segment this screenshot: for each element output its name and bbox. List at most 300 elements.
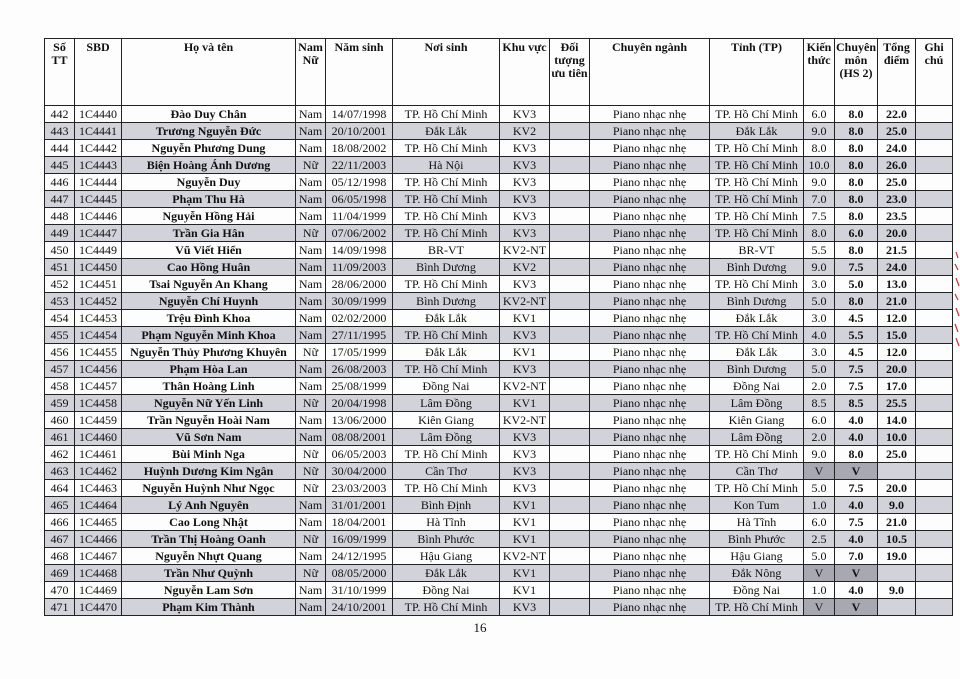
- cell-province: TP. Hồ Chí Minh: [710, 140, 804, 157]
- cell-specialty: 7.5: [835, 378, 878, 395]
- cell-name: Trần Gia Hân: [122, 225, 296, 242]
- cell-region: KV3: [500, 140, 550, 157]
- cell-name: Bùi Minh Nga: [122, 446, 296, 463]
- cell-gender: Nam: [296, 412, 326, 429]
- cell-birthplace: Bình Phước: [393, 531, 500, 548]
- cell-dob: 06/05/1998: [326, 191, 393, 208]
- cell-specialty: 8.0: [835, 293, 878, 310]
- table-row: [45, 242, 953, 259]
- cell-major: Piano nhạc nhẹ: [590, 293, 710, 310]
- cell-total: [878, 599, 916, 616]
- cell-major: Piano nhạc nhẹ: [590, 310, 710, 327]
- cell-sbd: 1C4447: [75, 225, 122, 242]
- table-row: [45, 497, 953, 514]
- cell-knowledge: 2.0: [804, 429, 835, 446]
- cell-stt: 451: [45, 259, 75, 276]
- cell-major: Piano nhạc nhẹ: [590, 412, 710, 429]
- cell-sbd: 1C4451: [75, 276, 122, 293]
- header-name: Họ và tên: [122, 39, 296, 106]
- cell-name: Trần Như Quỳnh: [122, 565, 296, 582]
- cell-major: Piano nhạc nhẹ: [590, 344, 710, 361]
- cell-dob: 24/12/1995: [326, 548, 393, 565]
- header-major: Chuyên ngành: [590, 39, 710, 106]
- cell-total: 12.0: [878, 344, 916, 361]
- cell-total: 10.0: [878, 429, 916, 446]
- cell-gender: Nữ: [296, 395, 326, 412]
- table-row: [45, 310, 953, 327]
- cell-gender: Nam: [296, 378, 326, 395]
- cell-sbd: 1C4456: [75, 361, 122, 378]
- cell-specialty: 4.0: [835, 497, 878, 514]
- cell-sbd: 1C4454: [75, 327, 122, 344]
- cell-knowledge: 1.0: [804, 497, 835, 514]
- cell-region: KV3: [500, 157, 550, 174]
- cell-dob: 16/09/1999: [326, 531, 393, 548]
- cell-stt: 443: [45, 123, 75, 140]
- table-row: [45, 225, 953, 242]
- cell-dob: 13/06/2000: [326, 412, 393, 429]
- cell-name: Nguyễn Lam Sơn: [122, 582, 296, 599]
- cell-region: KV3: [500, 191, 550, 208]
- cell-knowledge: 2.5: [804, 531, 835, 548]
- cell-knowledge: 5.0: [804, 293, 835, 310]
- cell-major: Piano nhạc nhẹ: [590, 276, 710, 293]
- cell-total: 21.0: [878, 293, 916, 310]
- cell-dob: 28/06/2000: [326, 276, 393, 293]
- cell-priority: [550, 344, 590, 361]
- cell-gender: Nam: [296, 106, 326, 123]
- cell-total: 15.0: [878, 327, 916, 344]
- page-number: 16: [473, 620, 487, 635]
- cell-sbd: 1C4463: [75, 480, 122, 497]
- cell-dob: 18/08/2002: [326, 140, 393, 157]
- cell-region: KV1: [500, 531, 550, 548]
- cell-gender: Nữ: [296, 480, 326, 497]
- cell-province: TP. Hồ Chí Minh: [710, 225, 804, 242]
- cell-province: Đồng Nai: [710, 378, 804, 395]
- cell-note: [916, 463, 953, 480]
- cell-knowledge: 9.0: [804, 259, 835, 276]
- cell-priority: [550, 497, 590, 514]
- cell-major: Piano nhạc nhẹ: [590, 599, 710, 616]
- cell-priority: [550, 531, 590, 548]
- cell-knowledge: 8.0: [804, 140, 835, 157]
- cell-knowledge: 3.0: [804, 310, 835, 327]
- cell-name: Nguyễn Hồng Hải: [122, 208, 296, 225]
- cell-stt: 462: [45, 446, 75, 463]
- cell-total: 20.0: [878, 480, 916, 497]
- cell-priority: [550, 429, 590, 446]
- cell-gender: Nam: [296, 208, 326, 225]
- cell-region: KV3: [500, 599, 550, 616]
- cell-knowledge: 10.0: [804, 157, 835, 174]
- cell-stt: 468: [45, 548, 75, 565]
- cell-dob: 31/01/2001: [326, 497, 393, 514]
- cell-region: KV3: [500, 276, 550, 293]
- cell-note: [916, 395, 953, 412]
- cell-region: KV1: [500, 395, 550, 412]
- table-header: [45, 39, 953, 106]
- cell-sbd: 1C4445: [75, 191, 122, 208]
- cell-region: KV3: [500, 174, 550, 191]
- cell-specialty: 8.0: [835, 242, 878, 259]
- cell-name: Phạm Hòa Lan: [122, 361, 296, 378]
- cell-knowledge: 5.0: [804, 480, 835, 497]
- cell-region: KV2: [500, 123, 550, 140]
- cell-knowledge: 8.5: [804, 395, 835, 412]
- cell-name: Nguyễn Chí Huynh: [122, 293, 296, 310]
- header-sbd: SBD: [75, 39, 122, 106]
- cell-province: Hà Tĩnh: [710, 514, 804, 531]
- cell-birthplace: Đắk Lắk: [393, 565, 500, 582]
- cell-gender: Nam: [296, 123, 326, 140]
- cell-name: Huỳnh Dương Kim Ngân: [122, 463, 296, 480]
- results-table: [44, 38, 953, 616]
- table-row: [45, 463, 953, 480]
- cell-gender: Nữ: [296, 531, 326, 548]
- cell-sbd: 1C4444: [75, 174, 122, 191]
- cell-priority: [550, 361, 590, 378]
- cell-gender: Nữ: [296, 565, 326, 582]
- cell-stt: 459: [45, 395, 75, 412]
- cell-name: Nguyễn Huỳnh Như Ngọc: [122, 480, 296, 497]
- cell-specialty: 4.5: [835, 310, 878, 327]
- cell-name: Phạm Thu Hà: [122, 191, 296, 208]
- cell-gender: Nam: [296, 174, 326, 191]
- cell-priority: [550, 191, 590, 208]
- cell-note: [916, 531, 953, 548]
- cell-name: Nguyễn Duy: [122, 174, 296, 191]
- cell-birthplace: Bình Dương: [393, 259, 500, 276]
- cell-major: Piano nhạc nhẹ: [590, 225, 710, 242]
- cell-birthplace: Lâm Đồng: [393, 395, 500, 412]
- cell-gender: Nam: [296, 310, 326, 327]
- cell-stt: 471: [45, 599, 75, 616]
- cell-specialty: 4.0: [835, 582, 878, 599]
- cell-province: Đắk Lắk: [710, 310, 804, 327]
- cell-birthplace: Hà Tĩnh: [393, 514, 500, 531]
- table-row: [45, 344, 953, 361]
- cell-sbd: 1C4441: [75, 123, 122, 140]
- cell-dob: 27/11/1995: [326, 327, 393, 344]
- cell-priority: [550, 174, 590, 191]
- cell-knowledge: V: [804, 565, 835, 582]
- cell-name: Phạm Nguyễn Minh Khoa: [122, 327, 296, 344]
- table-row: [45, 259, 953, 276]
- cell-stt: 464: [45, 480, 75, 497]
- cell-note: [916, 327, 953, 344]
- table-row: [45, 361, 953, 378]
- cell-dob: 20/10/2001: [326, 123, 393, 140]
- cell-region: KV3: [500, 361, 550, 378]
- cell-region: KV3: [500, 106, 550, 123]
- cell-knowledge: 5.0: [804, 548, 835, 565]
- cell-province: TP. Hồ Chí Minh: [710, 446, 804, 463]
- cell-province: Bình Dương: [710, 361, 804, 378]
- cell-birthplace: TP. Hồ Chí Minh: [393, 276, 500, 293]
- cell-total: 20.0: [878, 225, 916, 242]
- cell-name: Vũ Sơn Nam: [122, 429, 296, 446]
- stamp-edge-mark: [950, 250, 960, 350]
- cell-birthplace: Hậu Giang: [393, 548, 500, 565]
- cell-stt: 469: [45, 565, 75, 582]
- cell-dob: 24/10/2001: [326, 599, 393, 616]
- cell-total: 12.0: [878, 310, 916, 327]
- cell-province: TP. Hồ Chí Minh: [710, 276, 804, 293]
- cell-gender: Nam: [296, 514, 326, 531]
- cell-name: Trệu Đình Khoa: [122, 310, 296, 327]
- cell-note: [916, 344, 953, 361]
- cell-birthplace: TP. Hồ Chí Minh: [393, 174, 500, 191]
- cell-note: [916, 174, 953, 191]
- cell-total: 22.0: [878, 106, 916, 123]
- cell-knowledge: 5.0: [804, 361, 835, 378]
- cell-dob: 31/10/1999: [326, 582, 393, 599]
- table-row: [45, 412, 953, 429]
- cell-knowledge: 4.0: [804, 327, 835, 344]
- cell-sbd: 1C4449: [75, 242, 122, 259]
- cell-dob: 18/04/2001: [326, 514, 393, 531]
- cell-priority: [550, 276, 590, 293]
- cell-major: Piano nhạc nhẹ: [590, 259, 710, 276]
- cell-major: Piano nhạc nhẹ: [590, 378, 710, 395]
- cell-sbd: 1C4440: [75, 106, 122, 123]
- cell-specialty: 7.5: [835, 361, 878, 378]
- cell-knowledge: 1.0: [804, 582, 835, 599]
- cell-name: Nguyễn Nhựt Quang: [122, 548, 296, 565]
- cell-priority: [550, 106, 590, 123]
- cell-stt: 450: [45, 242, 75, 259]
- cell-priority: [550, 514, 590, 531]
- table-row: [45, 140, 953, 157]
- cell-birthplace: Đắk Lắk: [393, 123, 500, 140]
- cell-region: KV2-NT: [500, 242, 550, 259]
- cell-birthplace: TP. Hồ Chí Minh: [393, 327, 500, 344]
- cell-dob: 26/08/2003: [326, 361, 393, 378]
- cell-major: Piano nhạc nhẹ: [590, 123, 710, 140]
- cell-gender: Nam: [296, 582, 326, 599]
- cell-dob: 17/05/1999: [326, 344, 393, 361]
- cell-province: Cần Thơ: [710, 463, 804, 480]
- cell-province: Hậu Giang: [710, 548, 804, 565]
- cell-dob: 11/04/1999: [326, 208, 393, 225]
- cell-major: Piano nhạc nhẹ: [590, 429, 710, 446]
- table-row: [45, 208, 953, 225]
- cell-priority: [550, 208, 590, 225]
- cell-birthplace: Kiên Giang: [393, 412, 500, 429]
- cell-dob: 08/08/2001: [326, 429, 393, 446]
- cell-knowledge: 6.0: [804, 514, 835, 531]
- table-row: [45, 480, 953, 497]
- cell-gender: Nam: [296, 548, 326, 565]
- cell-birthplace: TP. Hồ Chí Minh: [393, 191, 500, 208]
- cell-stt: 445: [45, 157, 75, 174]
- cell-note: [916, 259, 953, 276]
- cell-province: TP. Hồ Chí Minh: [710, 599, 804, 616]
- cell-total: 9.0: [878, 582, 916, 599]
- table-row: [45, 429, 953, 446]
- table-row: [45, 157, 953, 174]
- cell-birthplace: Lâm Đồng: [393, 429, 500, 446]
- cell-stt: 444: [45, 140, 75, 157]
- cell-priority: [550, 582, 590, 599]
- cell-specialty: 8.0: [835, 140, 878, 157]
- header-note: Ghi chú: [916, 39, 953, 106]
- cell-sbd: 1C4450: [75, 259, 122, 276]
- cell-name: Nguyễn Thủy Phương Khuyên: [122, 344, 296, 361]
- cell-note: [916, 429, 953, 446]
- cell-birthplace: TP. Hồ Chí Minh: [393, 140, 500, 157]
- cell-region: KV2: [500, 259, 550, 276]
- cell-note: [916, 293, 953, 310]
- cell-note: [916, 497, 953, 514]
- cell-sbd: 1C4460: [75, 429, 122, 446]
- cell-specialty: 4.0: [835, 531, 878, 548]
- cell-sbd: 1C4466: [75, 531, 122, 548]
- table-row: [45, 548, 953, 565]
- cell-knowledge: 7.0: [804, 191, 835, 208]
- cell-birthplace: TP. Hồ Chí Minh: [393, 446, 500, 463]
- cell-region: KV3: [500, 446, 550, 463]
- cell-total: [878, 463, 916, 480]
- table-row: [45, 174, 953, 191]
- cell-province: TP. Hồ Chí Minh: [710, 208, 804, 225]
- cell-sbd: 1C4468: [75, 565, 122, 582]
- cell-gender: Nam: [296, 191, 326, 208]
- table-row: [45, 514, 953, 531]
- cell-dob: 22/11/2003: [326, 157, 393, 174]
- cell-total: 23.0: [878, 191, 916, 208]
- cell-total: 14.0: [878, 412, 916, 429]
- cell-dob: 14/09/1998: [326, 242, 393, 259]
- cell-note: [916, 123, 953, 140]
- cell-sbd: 1C4442: [75, 140, 122, 157]
- cell-note: [916, 276, 953, 293]
- cell-gender: Nam: [296, 429, 326, 446]
- cell-specialty: 4.5: [835, 344, 878, 361]
- table-row: [45, 565, 953, 582]
- cell-priority: [550, 565, 590, 582]
- cell-birthplace: TP. Hồ Chí Minh: [393, 599, 500, 616]
- cell-knowledge: 9.0: [804, 446, 835, 463]
- cell-priority: [550, 463, 590, 480]
- cell-knowledge: 7.5: [804, 208, 835, 225]
- cell-major: Piano nhạc nhẹ: [590, 140, 710, 157]
- cell-name: Tsai Nguyễn An Khang: [122, 276, 296, 293]
- cell-province: Đắk Lắk: [710, 123, 804, 140]
- cell-knowledge: 2.0: [804, 378, 835, 395]
- cell-dob: 20/04/1998: [326, 395, 393, 412]
- cell-sbd: 1C4470: [75, 599, 122, 616]
- header-dob: Năm sinh: [326, 39, 393, 106]
- cell-stt: 458: [45, 378, 75, 395]
- cell-dob: 30/04/2000: [326, 463, 393, 480]
- cell-stt: 461: [45, 429, 75, 446]
- cell-birthplace: Đồng Nai: [393, 378, 500, 395]
- cell-knowledge: 3.0: [804, 276, 835, 293]
- cell-knowledge: 9.0: [804, 174, 835, 191]
- cell-knowledge: 6.0: [804, 412, 835, 429]
- table-row: [45, 106, 953, 123]
- cell-total: [878, 565, 916, 582]
- cell-name: Vũ Viết Hiển: [122, 242, 296, 259]
- cell-major: Piano nhạc nhẹ: [590, 531, 710, 548]
- cell-major: Piano nhạc nhẹ: [590, 565, 710, 582]
- cell-major: Piano nhạc nhẹ: [590, 361, 710, 378]
- cell-gender: Nam: [296, 293, 326, 310]
- cell-knowledge: 5.5: [804, 242, 835, 259]
- cell-dob: 06/05/2003: [326, 446, 393, 463]
- cell-stt: 447: [45, 191, 75, 208]
- cell-specialty: V: [835, 565, 878, 582]
- cell-specialty: 4.0: [835, 429, 878, 446]
- cell-specialty: 8.0: [835, 106, 878, 123]
- cell-province: BR-VT: [710, 242, 804, 259]
- cell-name: Biện Hoàng Ánh Dương: [122, 157, 296, 174]
- cell-note: [916, 582, 953, 599]
- cell-dob: 23/03/2003: [326, 480, 393, 497]
- cell-total: 25.0: [878, 446, 916, 463]
- cell-gender: Nam: [296, 497, 326, 514]
- cell-specialty: 8.5: [835, 395, 878, 412]
- cell-specialty: 8.0: [835, 446, 878, 463]
- cell-note: [916, 412, 953, 429]
- header-province: Tỉnh (TP): [710, 39, 804, 106]
- cell-stt: 456: [45, 344, 75, 361]
- cell-knowledge: V: [804, 599, 835, 616]
- cell-birthplace: TP. Hồ Chí Minh: [393, 208, 500, 225]
- cell-specialty: 6.0: [835, 225, 878, 242]
- cell-specialty: 7.5: [835, 480, 878, 497]
- cell-birthplace: TP. Hồ Chí Minh: [393, 480, 500, 497]
- cell-sbd: 1C4462: [75, 463, 122, 480]
- cell-stt: 470: [45, 582, 75, 599]
- cell-priority: [550, 446, 590, 463]
- cell-dob: 14/07/1998: [326, 106, 393, 123]
- cell-region: KV2-NT: [500, 548, 550, 565]
- cell-gender: Nữ: [296, 446, 326, 463]
- cell-dob: 02/02/2000: [326, 310, 393, 327]
- cell-total: 19.0: [878, 548, 916, 565]
- cell-region: KV3: [500, 480, 550, 497]
- table-row: [45, 582, 953, 599]
- cell-name: Phạm Kim Thành: [122, 599, 296, 616]
- cell-sbd: 1C4443: [75, 157, 122, 174]
- cell-name: Cao Long Nhật: [122, 514, 296, 531]
- cell-note: [916, 514, 953, 531]
- cell-sbd: 1C4464: [75, 497, 122, 514]
- cell-specialty: V: [835, 463, 878, 480]
- cell-stt: 446: [45, 174, 75, 191]
- cell-knowledge: 6.0: [804, 106, 835, 123]
- cell-region: KV2-NT: [500, 293, 550, 310]
- cell-total: 13.0: [878, 276, 916, 293]
- cell-region: KV3: [500, 225, 550, 242]
- cell-birthplace: Cần Thơ: [393, 463, 500, 480]
- cell-stt: 455: [45, 327, 75, 344]
- cell-name: Trần Thị Hoàng Oanh: [122, 531, 296, 548]
- cell-major: Piano nhạc nhẹ: [590, 106, 710, 123]
- cell-region: KV1: [500, 582, 550, 599]
- cell-dob: 07/06/2002: [326, 225, 393, 242]
- table-row: [45, 327, 953, 344]
- cell-stt: 449: [45, 225, 75, 242]
- cell-name: Cao Hồng Huân: [122, 259, 296, 276]
- cell-sbd: 1C4461: [75, 446, 122, 463]
- cell-knowledge: 8.0: [804, 225, 835, 242]
- cell-total: 10.5: [878, 531, 916, 548]
- header-gender: Nam Nữ: [296, 39, 326, 106]
